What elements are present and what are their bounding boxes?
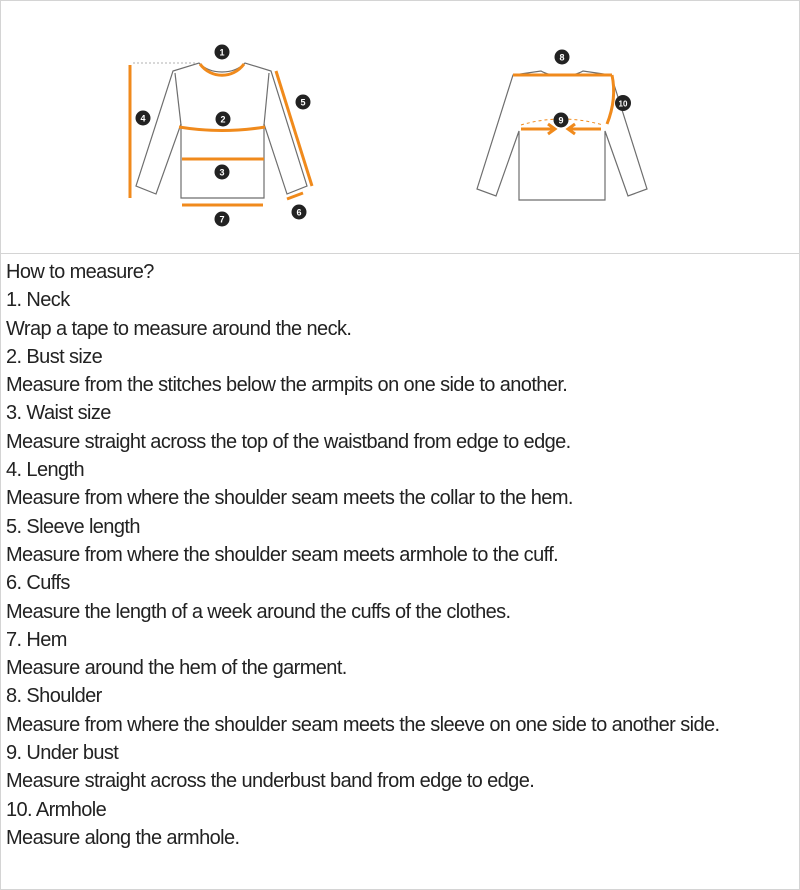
svg-text:3: 3 bbox=[219, 167, 225, 178]
badge-10 bbox=[615, 95, 631, 111]
item-heading-under-bust: 9. Under bust bbox=[6, 742, 119, 765]
cuff-measure-line bbox=[287, 193, 303, 199]
item-heading-armhole: 10. Armhole bbox=[6, 798, 107, 821]
item-heading-length: 4. Length bbox=[6, 459, 85, 482]
badge-4 bbox=[136, 111, 151, 126]
badge-5 bbox=[296, 95, 311, 110]
item-description-shoulder: Measure from where the shoulder seam meets the sleeve on one side to another side. bbox=[6, 713, 720, 736]
item-heading-sleeve: 5. Sleeve length bbox=[6, 515, 140, 538]
svg-text:6: 6 bbox=[296, 207, 302, 218]
item-heading-shoulder: 8. Shoulder bbox=[6, 685, 102, 708]
item-heading-bust: 2. Bust size bbox=[6, 345, 103, 368]
measurement-diagram bbox=[1, 1, 799, 253]
svg-text:10: 10 bbox=[618, 99, 628, 109]
item-description-length: Measure from where the shoulder seam meets the collar to the hem. bbox=[6, 487, 573, 510]
svg-text:9: 9 bbox=[558, 115, 564, 126]
svg-text:5: 5 bbox=[300, 97, 306, 108]
item-description-hem: Measure around the hem of the garment. bbox=[6, 657, 347, 680]
svg-text:8: 8 bbox=[559, 52, 565, 63]
item-description-sleeve: Measure from where the shoulder seam meets armhole to the cuff. bbox=[6, 543, 559, 566]
badge-1 bbox=[215, 45, 230, 60]
measurement-diagram-panel bbox=[1, 1, 799, 254]
svg-text:4: 4 bbox=[140, 113, 146, 124]
item-description-cuffs: Measure the length of a week around the cuffs of the clothes. bbox=[6, 600, 511, 623]
badge-6 bbox=[292, 205, 307, 220]
svg-text:7: 7 bbox=[219, 214, 225, 225]
badge-3 bbox=[215, 165, 230, 180]
item-description-armhole: Measure along the armhole. bbox=[6, 826, 240, 849]
badge-7 bbox=[215, 212, 230, 227]
item-heading-neck: 1. Neck bbox=[6, 289, 70, 312]
item-heading-waist: 3. Waist size bbox=[6, 402, 111, 425]
item-description-bust: Measure from the stitches below the armpits on one side to another. bbox=[6, 374, 568, 397]
guide-title: How to measure? bbox=[6, 261, 154, 283]
item-description-waist: Measure straight across the top of the waistband from edge to edge. bbox=[6, 430, 571, 453]
back-shirt-outline bbox=[477, 71, 647, 200]
svg-text:1: 1 bbox=[219, 47, 225, 58]
svg-text:2: 2 bbox=[220, 114, 226, 125]
measure-instructions bbox=[1, 254, 799, 852]
item-heading-hem: 7. Hem bbox=[6, 628, 67, 651]
item-heading-cuffs: 6. Cuffs bbox=[6, 572, 70, 595]
badge-2 bbox=[216, 112, 231, 127]
item-description-neck: Wrap a tape to measure around the neck. bbox=[6, 317, 352, 340]
item-description-under-bust: Measure straight across the underbust band from edge to edge. bbox=[6, 770, 535, 793]
badge-9 bbox=[554, 113, 569, 128]
badge-8 bbox=[555, 50, 570, 65]
